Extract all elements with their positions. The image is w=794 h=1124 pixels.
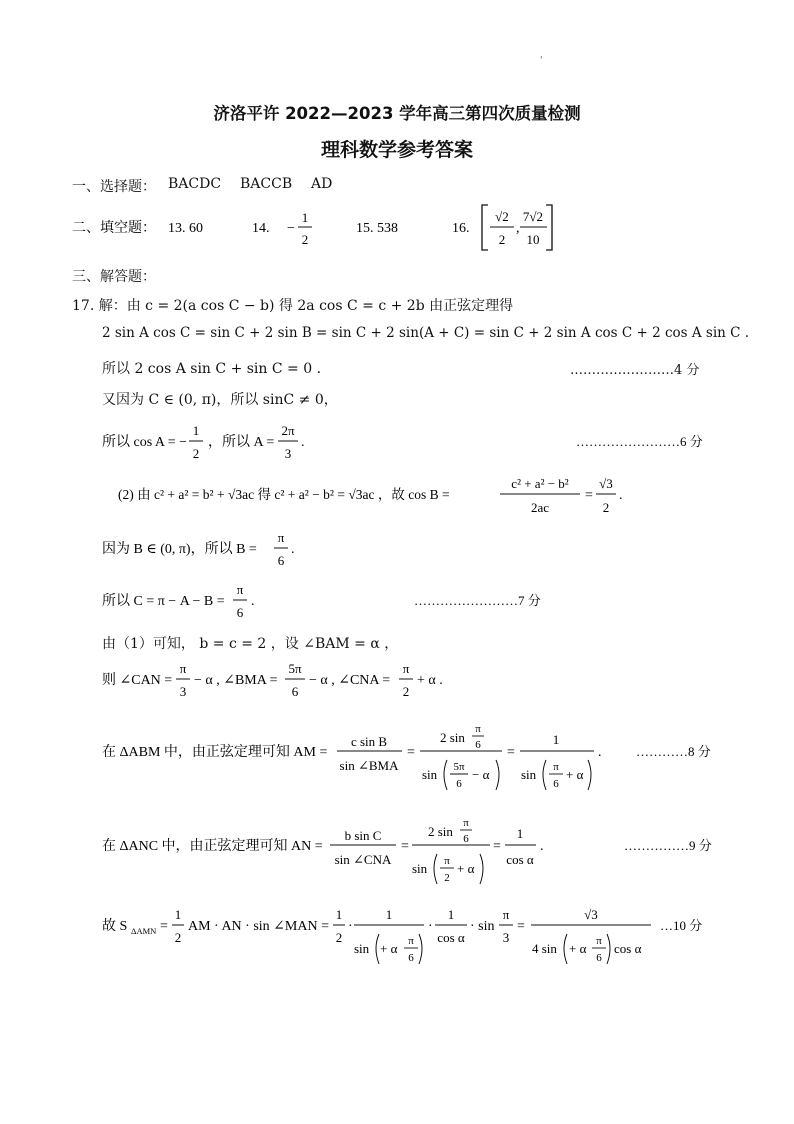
area-f1-numerator: 1 bbox=[385, 907, 393, 922]
bracket bbox=[543, 760, 546, 790]
score-8: …………8 分 bbox=[636, 744, 711, 759]
C-denominator: 6 bbox=[236, 605, 244, 620]
area-line bbox=[0, 900, 794, 980]
score-9: ……………9 分 bbox=[624, 838, 712, 853]
B-line bbox=[0, 528, 794, 572]
cosB-line bbox=[0, 472, 794, 520]
q17-so-line: 所以 2 cos A sin C + sin C = 0 . bbox=[102, 361, 322, 377]
cosA-prefix: 所以 cos A = − bbox=[102, 435, 188, 450]
score-10: …10 分 bbox=[660, 918, 703, 933]
area-half-numerator: 1 bbox=[174, 907, 182, 922]
math-text: π bbox=[502, 907, 510, 922]
abm-f2-numerator: 2 sin bbox=[440, 730, 465, 745]
bracket bbox=[376, 934, 379, 964]
math-text: + α bbox=[566, 767, 584, 782]
math-text: 6 bbox=[408, 952, 414, 964]
math-text: · bbox=[348, 919, 353, 934]
score-4: ……………………4 分 bbox=[570, 363, 700, 378]
anc-f3-numerator: 1 bbox=[516, 826, 524, 841]
A-numerator: 2π bbox=[281, 423, 295, 438]
area-f1-denominator: sin bbox=[354, 941, 370, 956]
math-text: = bbox=[160, 919, 168, 934]
A-denominator: 3 bbox=[284, 446, 292, 461]
answer-16-b-denominator: 10 bbox=[526, 232, 540, 247]
cosB-result-denominator: 2 bbox=[602, 500, 610, 515]
math-text: 3 bbox=[502, 930, 510, 945]
area-half-denominator: 2 bbox=[174, 930, 182, 945]
area-mid: AM · AN · sin ∠MAN = bbox=[188, 919, 329, 934]
answer-16-a-denominator: 2 bbox=[498, 232, 506, 247]
anc-f2-numerator: 2 sin bbox=[428, 824, 453, 839]
bracket bbox=[588, 760, 591, 790]
anc-f2-denominator: sin bbox=[412, 861, 428, 876]
math-text: 6 bbox=[463, 833, 469, 845]
angles-line bbox=[0, 658, 794, 704]
math-text: = bbox=[407, 745, 415, 760]
math-text: = bbox=[507, 745, 515, 760]
math-text: π bbox=[475, 723, 481, 735]
cosB-denominator: 2ac bbox=[530, 500, 550, 515]
part2-prefix: (2) 由 c² + a² = b² + √3ac 得 c² + a² − b² = √3ac ，故 cos B = bbox=[118, 487, 450, 502]
anc-f3-denominator: cos α bbox=[506, 852, 534, 867]
math-text: · bbox=[428, 919, 433, 934]
abm-line bbox=[0, 718, 794, 798]
cosA-end: . bbox=[301, 435, 305, 450]
area-subscript: ΔAMN bbox=[131, 926, 157, 936]
math-text: 2 bbox=[335, 930, 343, 945]
math-text: π bbox=[408, 935, 414, 947]
math-text: + α bbox=[380, 941, 398, 956]
angle2-denominator: 6 bbox=[291, 684, 299, 699]
bracket bbox=[564, 934, 567, 964]
C-end: . bbox=[251, 594, 255, 609]
angle3-denominator: 2 bbox=[402, 684, 410, 699]
score-6: ……………………6 分 bbox=[576, 434, 703, 449]
abm-f3-denominator: sin bbox=[521, 767, 537, 782]
answer-16-a-numerator: √2 bbox=[495, 209, 509, 224]
section-choice-label: 一、选择题： bbox=[72, 179, 156, 195]
math-text: + α bbox=[569, 941, 587, 956]
area-f2-denominator: cos α bbox=[437, 930, 465, 945]
bracket bbox=[480, 854, 483, 884]
exam-title: 济洛平许 2022—2023 学年高三第四次质量检测 bbox=[213, 104, 581, 123]
math-text: π bbox=[463, 817, 469, 829]
angle1-tail: − α , ∠BMA = bbox=[194, 673, 278, 688]
math-text: 6 bbox=[475, 739, 481, 751]
anc-f1-numerator: b sin C bbox=[344, 828, 382, 843]
cosA-numerator: 1 bbox=[192, 423, 200, 438]
q17-because-line: 又因为 C ∈ (0, π)，所以 sinC ≠ 0， bbox=[102, 392, 338, 408]
anc-f1-denominator: sin ∠CNA bbox=[334, 852, 392, 867]
math-text: π bbox=[444, 855, 450, 867]
anc-prefix: 在 ΔANC 中，由正弦定理可知 AN = bbox=[102, 839, 323, 854]
B-numerator: π bbox=[277, 530, 285, 545]
math-text: . bbox=[598, 745, 602, 760]
angle2-numerator: 5π bbox=[288, 661, 302, 676]
cosB-result-numerator: √3 bbox=[599, 476, 613, 491]
answer-14-denominator: 2 bbox=[301, 232, 309, 247]
abm-f1-numerator: c sin B bbox=[350, 734, 388, 749]
math-text: 2 bbox=[444, 872, 450, 884]
angle3-numerator: π bbox=[402, 661, 410, 676]
q17-expansion: 2 sin A cos C = sin C + 2 sin B = sin C + 2 sin(A + C) = sin C + 2 sin A cos C + 2 cos A sin C . bbox=[102, 325, 750, 341]
cosA-line bbox=[0, 420, 794, 466]
anc-line bbox=[0, 812, 794, 892]
cosA-mid: ，所以 A = bbox=[208, 435, 275, 450]
score-7: ……………………7 分 bbox=[414, 593, 541, 608]
math-text: + α bbox=[457, 861, 475, 876]
math-text: π bbox=[553, 761, 559, 773]
choice-answers-1: BACDC bbox=[168, 176, 222, 192]
B-denominator: 6 bbox=[277, 553, 285, 568]
cosB-equals: = bbox=[585, 488, 593, 503]
answer-14-number: 14. bbox=[252, 221, 270, 236]
bracket bbox=[607, 934, 610, 964]
math-text: cos α bbox=[614, 941, 642, 956]
bracket bbox=[419, 934, 422, 964]
cosA-denominator: 2 bbox=[192, 446, 200, 461]
section-solution-label: 三、解答题： bbox=[72, 269, 156, 285]
abm-prefix: 在 ΔABM 中，由正弦定理可知 AM = bbox=[102, 745, 328, 760]
math-text: · sin bbox=[470, 919, 495, 934]
bracket bbox=[444, 760, 447, 790]
answer-14-sign: − bbox=[287, 221, 295, 236]
choice-answers-2: BACCB bbox=[240, 176, 293, 192]
q17-intro: 17. 解：由 c = 2(a cos C − b) 得 2a cos C = c + 2b 由正弦定理得 bbox=[72, 298, 514, 314]
C-prefix: 所以 C = π − A − B = bbox=[102, 594, 225, 609]
abm-f2-denominator: sin bbox=[422, 767, 438, 782]
math-text: . bbox=[540, 839, 544, 854]
bracket bbox=[496, 760, 499, 790]
math-text: = bbox=[401, 839, 409, 854]
area-f4-denominator: 4 sin bbox=[532, 941, 557, 956]
math-text: 6 bbox=[553, 778, 559, 790]
angle2-tail: − α , ∠CNA = bbox=[309, 673, 391, 688]
choice-answers-3: AD bbox=[311, 176, 333, 192]
angles-prefix: 则 ∠CAN = bbox=[102, 673, 173, 688]
area-prefix: 故 S bbox=[102, 919, 128, 934]
answer-key-title: 理科数学参考答案 bbox=[320, 139, 473, 161]
fill-blank-row bbox=[0, 200, 794, 256]
C-line bbox=[0, 580, 794, 624]
math-text: 6 bbox=[456, 778, 462, 790]
B-end: . bbox=[291, 542, 295, 557]
cosB-numerator: c² + a² − b² bbox=[511, 476, 569, 491]
angle1-denominator: 3 bbox=[179, 684, 187, 699]
corner-mark: ' bbox=[540, 56, 543, 66]
bracket bbox=[434, 854, 437, 884]
answer-16-comma: , bbox=[516, 221, 520, 236]
angle3-tail: + α . bbox=[417, 673, 443, 688]
math-text: π bbox=[596, 935, 602, 947]
section-fill-label: 二、填空题： bbox=[72, 221, 156, 236]
answer-16-b-numerator: 7√2 bbox=[522, 209, 544, 224]
left-bracket bbox=[482, 205, 488, 250]
math-text: = bbox=[493, 839, 501, 854]
B-prefix: 因为 B ∈ (0, π)，所以 B = bbox=[102, 542, 257, 557]
math-text: − α bbox=[472, 767, 490, 782]
math-text: = bbox=[517, 919, 525, 934]
angle1-numerator: π bbox=[179, 661, 187, 676]
area-f2-numerator: 1 bbox=[447, 907, 455, 922]
math-text: 6 bbox=[596, 952, 602, 964]
answer-13: 13. 60 bbox=[168, 221, 203, 236]
math-text: 1 bbox=[335, 907, 343, 922]
math-text: 5π bbox=[453, 761, 465, 773]
answer-16-number: 16. bbox=[452, 221, 470, 236]
abm-f1-denominator: sin ∠BMA bbox=[339, 758, 399, 773]
abm-f3-numerator: 1 bbox=[552, 732, 560, 747]
cosB-end: . bbox=[619, 488, 623, 503]
answer-15: 15. 538 bbox=[356, 221, 398, 236]
C-numerator: π bbox=[236, 582, 244, 597]
from-part1-line: 由（1）可知， b = c = 2 ，设 ∠BAM = α ， bbox=[102, 636, 399, 652]
area-f4-numerator: √3 bbox=[584, 907, 598, 922]
answer-14-numerator: 1 bbox=[301, 210, 309, 225]
